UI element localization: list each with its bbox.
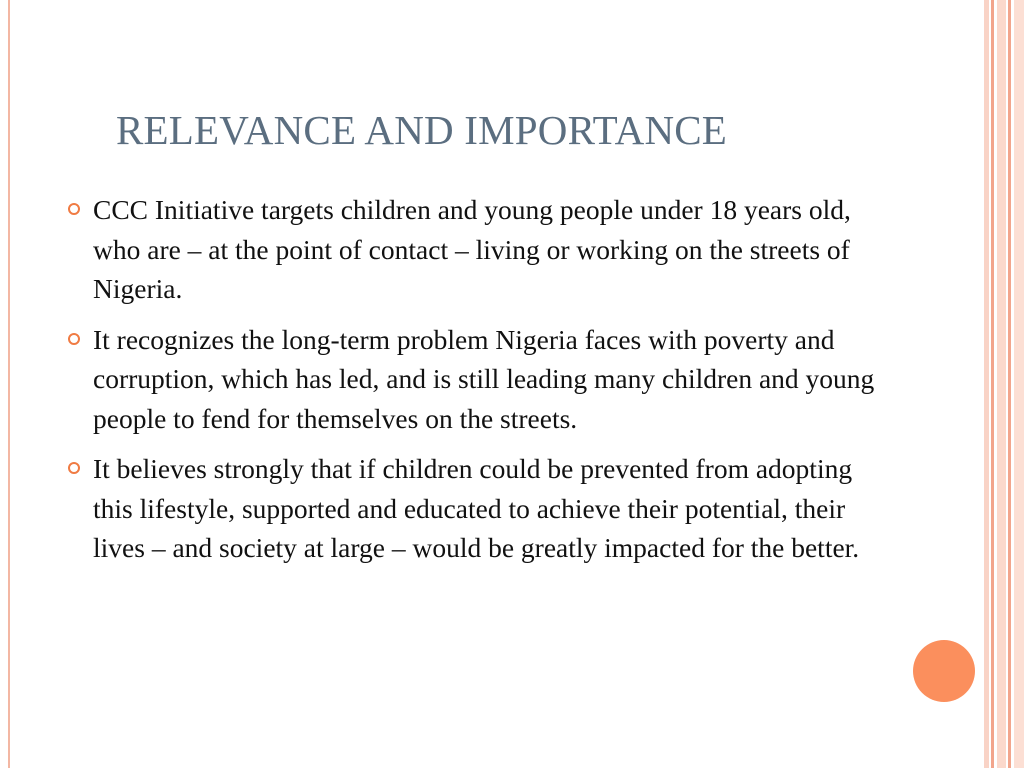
bullet-text: CCC Initiative targets children and young people under 18 years old, who are – at the point of contact – living or working on the streets of Nigeria.	[93, 194, 851, 304]
bullet-list	[68, 190, 878, 579]
stripe	[991, 0, 994, 768]
stripe	[997, 0, 1006, 768]
decorative-circle	[913, 640, 975, 702]
decorative-stripes	[984, 0, 1024, 768]
slide-title: RELEVANCE AND IMPORTANCE	[116, 107, 728, 153]
bullet-circle-icon	[68, 203, 80, 215]
stripe	[1008, 0, 1011, 768]
bullet-item	[68, 449, 878, 568]
stripe	[984, 0, 989, 768]
bullet-item	[68, 190, 878, 309]
bullet-circle-icon	[68, 462, 80, 474]
bullet-text: It recognizes the long-term problem Nigeria faces with poverty and corruption, which has led, and is still leading many children and young people to fend for themselves on the streets.	[93, 323, 875, 434]
left-border-line	[8, 0, 10, 768]
bullet-item	[68, 320, 878, 439]
stripe	[1014, 0, 1024, 768]
bullet-circle-icon	[68, 333, 80, 345]
bullet-text: It believes strongly that if children could be prevented from adopting this lifestyle, supported and educated to achieve their potential, their lives – and society at large – would be greatly impacted for the better.	[93, 453, 860, 563]
